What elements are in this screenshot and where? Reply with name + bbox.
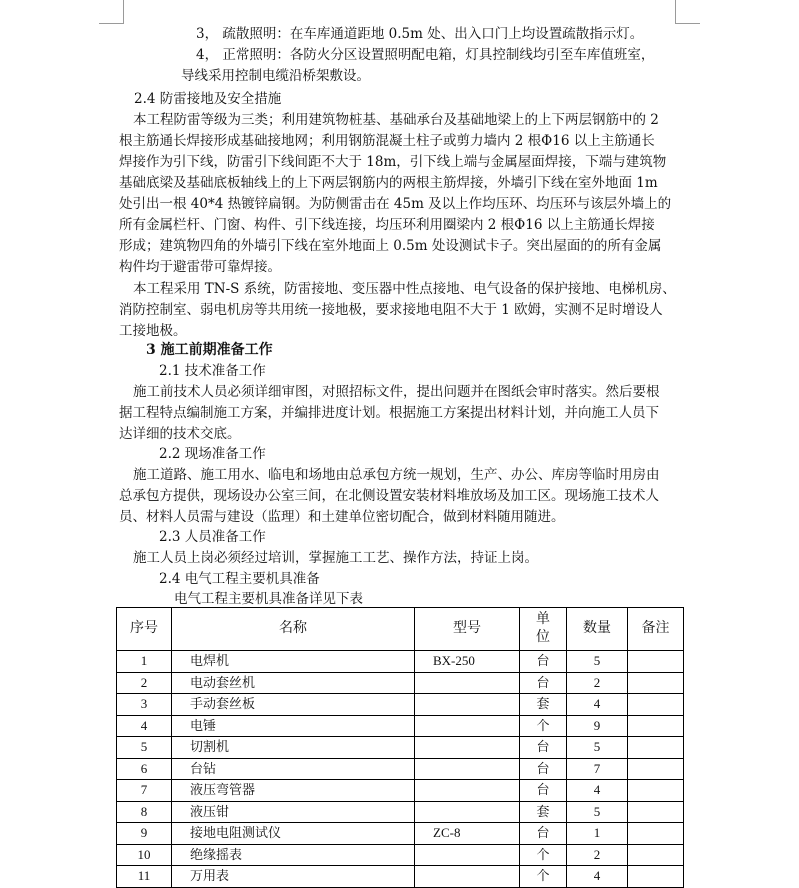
table-cell: 手动套丝板 [172, 694, 415, 716]
paragraph-line: 施工人员上岗必须经过培训，掌握施工工艺、操作方法，持证上岗。 [133, 550, 538, 566]
table-cell: 7 [567, 758, 628, 780]
table-cell [415, 737, 520, 759]
table-row [117, 844, 684, 866]
paragraph-line: 据工程特点编制施工方案，并编排进度计划。根据施工方案提出材料计划，并向施工人员下 [119, 405, 659, 421]
table-cell: 台 [520, 758, 567, 780]
table-cell: 套 [520, 801, 567, 823]
table-row [117, 651, 684, 673]
paragraph-line: 施工道路、施工用水、临电和场地由总承包方统一规划，生产、办公、库房等临时用房由 [133, 467, 660, 483]
table-cell: 接地电阻测试仪 [172, 823, 415, 845]
paragraph-line: 施工前技术人员必须详细审图，对照招标文件，提出问题并在图纸会审时落实。然后要根 [133, 384, 660, 400]
paragraph-line: 本工程采用 TN-S 系统，防雷接地、变压器中性点接地、电气设备的保护接地、电梯机房、 [133, 281, 676, 297]
paragraph-line: 基础底梁及基础底板轴线上的上下两层钢筋内的两根主筋焊接，外墙引下线在室外地面 1m [119, 175, 658, 191]
table-cell: 4 [567, 780, 628, 802]
table-cell: 1 [567, 823, 628, 845]
table-cell: 2 [117, 672, 172, 694]
table-cell: 5 [567, 651, 628, 673]
table-cell: 切割机 [172, 737, 415, 759]
table-cell [415, 801, 520, 823]
crop-mark-top-right [675, 23, 700, 24]
table-cell: 1 [117, 651, 172, 673]
table-cell: 2 [567, 672, 628, 694]
table-cell: 绝缘摇表 [172, 844, 415, 866]
paragraph-line: 达详细的技术交底。 [119, 426, 241, 442]
crop-mark-top-left [99, 23, 124, 24]
table-cell [415, 672, 520, 694]
paragraph-line: 总承包方提供，现场设办公室三间，在北侧设置安装材料堆放场及加工区。现场施工技术人 [119, 488, 659, 504]
table-cell: 台钻 [172, 758, 415, 780]
paragraph-line: 本工程防雷等级为三类；利用建筑物桩基、基础承台及基础地梁上的上下两层钢筋中的 2 [133, 112, 659, 128]
paragraph-line: 所有金属栏杆、门窗、构件、引下线连接，均压环利用圈梁内 2 根Φ16 以上主筋通长焊接 [119, 217, 655, 233]
paragraph-line: 4， 正常照明：各防火分区设置照明配电箱，灯具控制线均引至车库值班室， [196, 47, 655, 63]
table-cell: 9 [117, 823, 172, 845]
table-cell [415, 844, 520, 866]
paragraph-line: 3， 疏散照明：在车库通道距地 0.5m 处、出入口门上均设置疏散指示灯。 [196, 26, 644, 42]
crop-mark-top-left [123, 0, 124, 24]
table-cell: 4 [567, 694, 628, 716]
table-row [117, 866, 684, 888]
table-cell: 电动套丝机 [172, 672, 415, 694]
table-cell: 万用表 [172, 866, 415, 888]
column-header: 名称 [172, 608, 415, 651]
table-cell [628, 737, 684, 759]
column-header: 数量 [567, 608, 628, 651]
paragraph-line: 形成；建筑物四角的外墙引下线在室外地面上 0.5m 处设测试卡子。突出屋面的的所有金属 [119, 238, 662, 254]
table-cell: 液压钳 [172, 801, 415, 823]
paragraph-line: 导线采用控制电缆沿桥架敷设。 [181, 68, 370, 84]
crop-mark-top-right [675, 0, 676, 24]
table-cell [628, 801, 684, 823]
table-row [117, 672, 684, 694]
table-cell: 2 [567, 844, 628, 866]
table-cell [415, 694, 520, 716]
table-cell [415, 715, 520, 737]
table-header-row [117, 608, 684, 651]
table-cell [415, 780, 520, 802]
table-cell: 个 [520, 844, 567, 866]
table-cell [628, 651, 684, 673]
paragraph-line: 消防控制室、弱电机房等共用统一接地极，要求接地电阻不大于 1 欧姆，实测不足时增设人 [119, 302, 663, 318]
table-cell: 台 [520, 672, 567, 694]
table-cell: 3 [117, 694, 172, 716]
table-cell [628, 844, 684, 866]
table-row [117, 737, 684, 759]
section-heading: 2.2 现场准备工作 [159, 446, 266, 462]
equipment-table [116, 607, 684, 888]
table-cell [628, 823, 684, 845]
column-header: 序号 [117, 608, 172, 651]
table-cell: ZC-8 [415, 823, 520, 845]
table-row [117, 780, 684, 802]
table-cell: 5 [567, 801, 628, 823]
table-row [117, 694, 684, 716]
table-cell: 台 [520, 823, 567, 845]
table-cell [628, 694, 684, 716]
table-cell: 液压弯管器 [172, 780, 415, 802]
table-cell [628, 715, 684, 737]
section-heading: 2.3 人员准备工作 [159, 529, 266, 545]
table-cell: 电锤 [172, 715, 415, 737]
table-row [117, 715, 684, 737]
chapter-heading: 3 施工前期准备工作 [146, 342, 273, 358]
table-cell: 9 [567, 715, 628, 737]
table-cell: BX-250 [415, 651, 520, 673]
table-cell: 台 [520, 780, 567, 802]
table-cell: 11 [117, 866, 172, 888]
table-cell: 个 [520, 866, 567, 888]
table-cell [628, 672, 684, 694]
table-cell: 套 [520, 694, 567, 716]
table-cell: 4 [567, 866, 628, 888]
table-cell: 8 [117, 801, 172, 823]
table-cell: 个 [520, 715, 567, 737]
table-row [117, 823, 684, 845]
paragraph-line: 焊接作为引下线，防雷引下线间距不大于 18m，引下线上端与金属屋面焊接，下端与建筑物 [119, 154, 667, 170]
section-heading: 2.4 防雷接地及安全措施 [134, 91, 282, 107]
table-cell: 5 [567, 737, 628, 759]
table-cell: 7 [117, 780, 172, 802]
table-cell [415, 866, 520, 888]
section-heading: 2.1 技术准备工作 [159, 363, 266, 379]
column-header: 型号 [415, 608, 520, 651]
table-cell: 5 [117, 737, 172, 759]
table-cell [415, 758, 520, 780]
table-caption: 电气工程主要机具准备详见下表 [174, 591, 363, 607]
paragraph-line: 构件均于避雷带可靠焊接。 [119, 259, 281, 275]
column-header: 单位 [520, 608, 567, 651]
paragraph-line: 工接地极。 [119, 323, 187, 339]
paragraph-line: 根主筋通长焊接形成基础接地网；利用钢筋混凝土柱子或剪力墙内 2 根Φ16 以上主筋通长 [119, 133, 655, 149]
paragraph-line: 处引出一根 40*4 热镀锌扁钢。为防侧雷击在 45m 及以上作均压环、均压环与该层外墙上的 [119, 196, 672, 212]
table-row [117, 801, 684, 823]
table-cell: 台 [520, 737, 567, 759]
table-cell: 6 [117, 758, 172, 780]
table-row [117, 758, 684, 780]
table-cell [628, 866, 684, 888]
table-cell [628, 780, 684, 802]
table-cell: 台 [520, 651, 567, 673]
section-heading: 2.4 电气工程主要机具准备 [159, 571, 320, 587]
table-cell [628, 758, 684, 780]
column-header: 备注 [628, 608, 684, 651]
table-cell: 电焊机 [172, 651, 415, 673]
table-cell: 10 [117, 844, 172, 866]
paragraph-line: 员、材料人员需与建设（监理）和土建单位密切配合，做到材料随用随进。 [119, 509, 565, 525]
table-cell: 4 [117, 715, 172, 737]
